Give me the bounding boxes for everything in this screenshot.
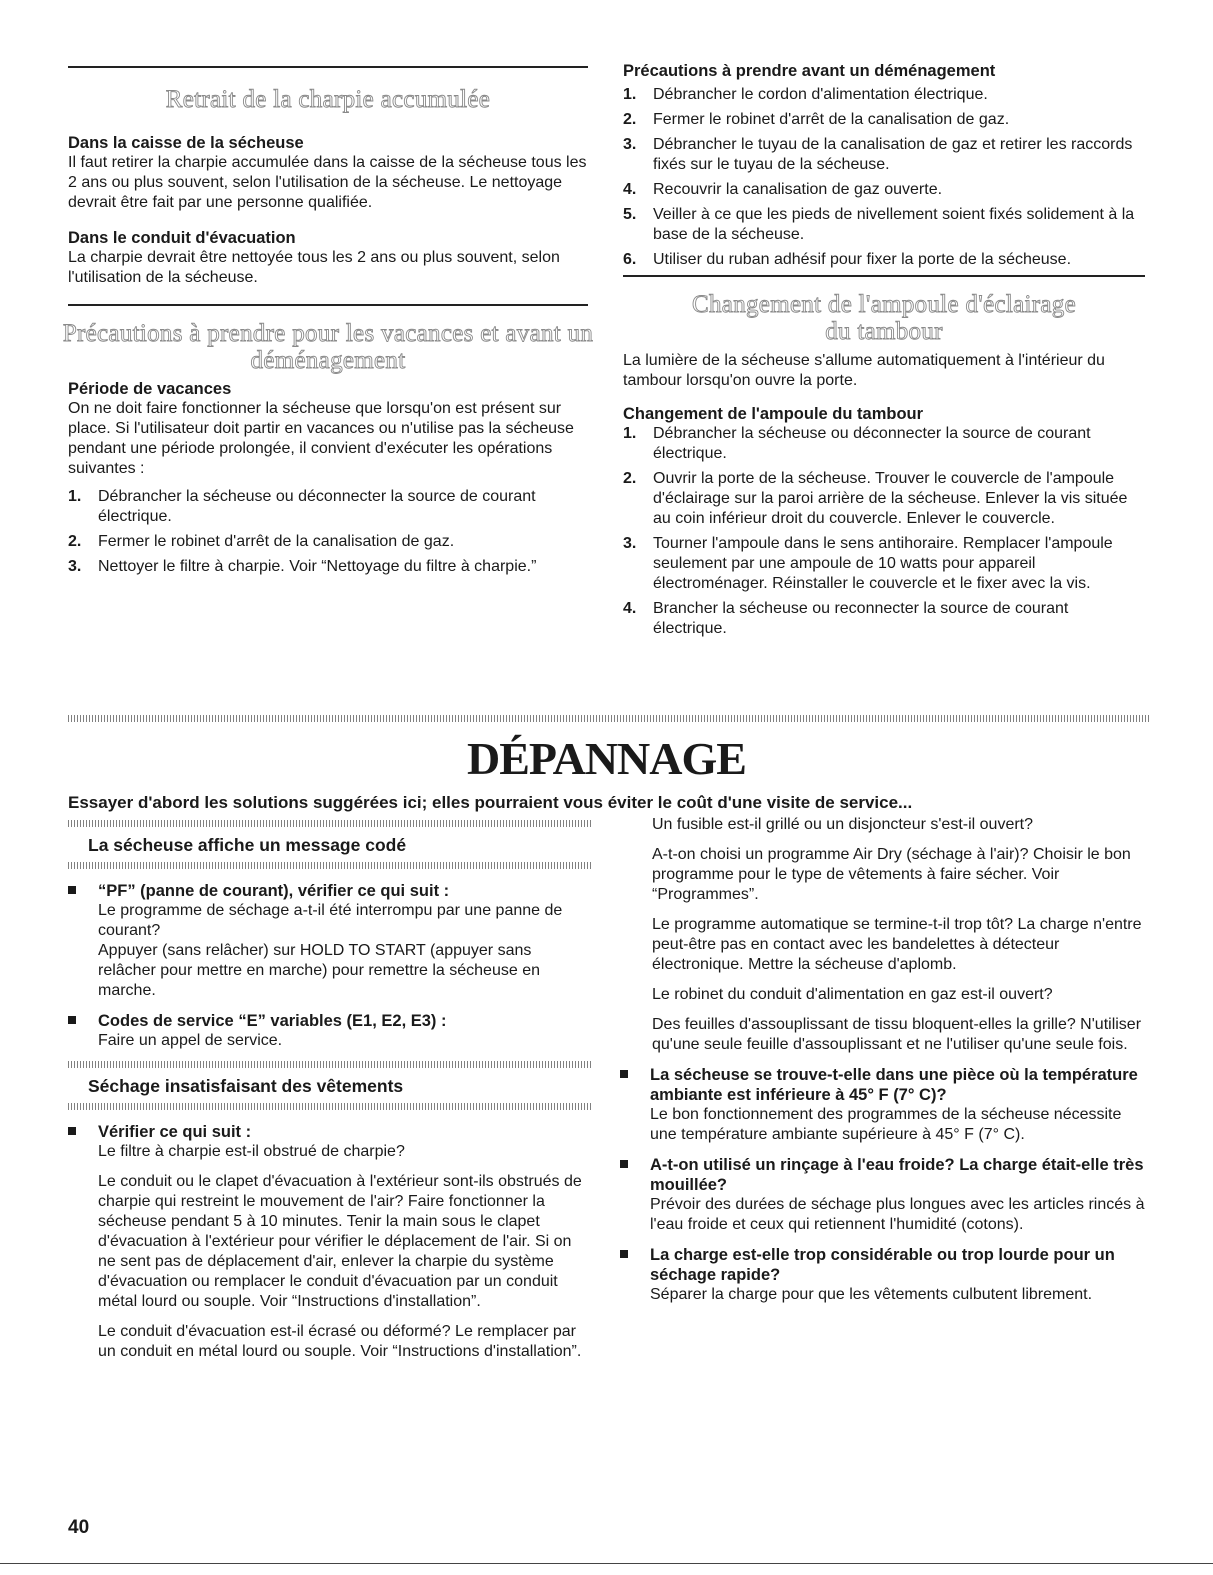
- moving-bulb-section: [623, 62, 1145, 644]
- check-paragraph: Le programme automatique se termine-t-il trop tôt? La charge n'entre peut-être pas en contact avec les bandelettes à détecteur électronique. Mettre la sécheuse d'aplomb.: [652, 916, 1142, 973]
- list-item: 2. Ouvrir la porte de la sécheuse. Trouver le couvercle de l'ampoule d'éclairage sur la paroi arrière de la sécheuse. Enlever la vis située au coin inférieur droit du couvercle. Enlever le couvercle.: [623, 470, 1128, 527]
- unsatisfactory-title: Séchage insatisfaisant des vêtements: [88, 1076, 404, 1096]
- troubleshooting-title: DÉPANNAGE: [467, 733, 746, 784]
- exhaust-heading: Dans le conduit d'évacuation: [68, 229, 296, 247]
- divider: [68, 1061, 592, 1068]
- cabinet-heading: Dans la caisse de la sécheuse: [68, 134, 304, 152]
- unsatisfactory-list: [68, 1122, 592, 1362]
- vacation-heading: Période de vacances: [68, 380, 232, 398]
- troubleshooting-intro: Essayer d'abord les solutions suggérées ici; elles pourraient vous éviter le coût d'une visite de service...: [68, 793, 913, 812]
- bulb-heading: Changement de l'ampoule du tambour: [623, 405, 924, 423]
- bullet-icon: [620, 1160, 628, 1168]
- list-item: 4. Recouvrir la canalisation de gaz ouverte.: [623, 181, 943, 198]
- list-item: La sécheuse se trouve-t-elle dans une pièce où la température ambiante est inférieure à 45° F (7° C)? Le bon fonctionnement des programmes de la sécheuse nécessite une température ambiante supérieure à 45° F (7° C).: [620, 1065, 1150, 1145]
- divider: [68, 715, 1150, 722]
- troubleshooting-right: [620, 815, 1150, 1315]
- divider: [68, 66, 588, 68]
- list-item: 1. Débrancher le cordon d'alimentation électrique.: [623, 86, 988, 103]
- list-item: 2. Fermer le robinet d'arrêt de la canalisation de gaz.: [68, 533, 455, 550]
- bulb-steps: [623, 424, 1145, 639]
- divider: [68, 862, 592, 869]
- check-paragraph: Un fusible est-il grillé ou un disjoncteur s'est-il ouvert?: [652, 816, 1034, 833]
- lint-removal-title: Retrait de la charpie accumulée: [165, 86, 491, 113]
- list-item: “PF” (panne de courant), vérifier ce qui suit : Le programme de séchage a-t-il été interrompu par une panne de courant? Appuyer (sans relâcher) sur HOLD TO START (appuyer sans relâcher pour mettre en marche) pour remettre la sécheuse en marche.: [68, 881, 592, 1001]
- check-paragraph: A-t-on choisi un programme Air Dry (séchage à l'air)? Choisir le bon programme pour le type de vêtements à faire sécher. Voir “Programmes”.: [652, 846, 1131, 903]
- right-checks-list: [620, 1065, 1150, 1305]
- bullet-icon: [68, 886, 76, 894]
- bullet-icon: [68, 1016, 76, 1024]
- list-item: 4. Brancher la sécheuse ou reconnecter la source de courant électrique.: [623, 600, 1069, 637]
- troubleshooting-left: [68, 820, 592, 1372]
- list-item: 2. Fermer le robinet d'arrêt de la canalisation de gaz.: [623, 111, 1010, 128]
- bulb-intro: La lumière de la sécheuse s'allume automatiquement à l'intérieur du tambour lorsqu'on ouvre la porte.: [623, 352, 1105, 389]
- bulb-title: Changement de l'ampoule d'éclairage du tambour: [692, 291, 1076, 345]
- vacation-steps: [68, 487, 588, 577]
- bullet-icon: [68, 1127, 76, 1135]
- divider: [68, 820, 592, 827]
- bullet-icon: [620, 1250, 628, 1258]
- moving-steps: [623, 85, 1145, 270]
- list-item: Codes de service “E” variables (E1, E2, E3) : Faire un appel de service.: [68, 1011, 592, 1051]
- divider: [68, 1103, 592, 1110]
- list-item: 6. Utiliser du ruban adhésif pour fixer la porte de la sécheuse.: [623, 251, 1072, 268]
- coded-message-title: La sécheuse affiche un message codé: [88, 835, 407, 855]
- divider: [0, 1563, 1213, 1564]
- list-item: 5. Veiller à ce que les pieds de nivellement soient fixés solidement à la base de la sécheuse.: [623, 206, 1135, 243]
- page-number: 40: [68, 1517, 90, 1538]
- vacation-text: On ne doit faire fonctionner la sécheuse que lorsqu'on est présent sur place. Si l'utilisateur doit partir en vacances ou n'utilise pas la sécheuse pendant une période prolongée, il convient d'exécuter les opérations suivantes :: [68, 400, 574, 477]
- list-item: 1. Débrancher la sécheuse ou déconnecter la source de courant électrique.: [68, 488, 536, 525]
- bullet-icon: [620, 1070, 628, 1078]
- exhaust-text: La charpie devrait être nettoyée tous les 2 ans ou plus souvent, selon l'utilisation de la sécheuse.: [68, 249, 560, 286]
- list-item: A-t-on utilisé un rinçage à l'eau froide? La charge était-elle très mouillée? Prévoir des durées de séchage plus longues avec les articles rincés à l'eau froide et ceux qui retiennent l'humidité (cotons).: [620, 1155, 1150, 1235]
- list-item: 1. Débrancher la sécheuse ou déconnecter la source de courant électrique.: [623, 425, 1091, 462]
- list-item: 3. Tourner l'ampoule dans le sens antihoraire. Remplacer l'ampoule seulement par une ampoule de 10 watts pour appareil électroménager. Réinstaller le couvercle et le fixer avec la vis.: [623, 535, 1113, 592]
- vacation-title: Précautions à prendre pour les vacances et avant un déménagement: [62, 320, 594, 374]
- list-item: 3. Nettoyer le filtre à charpie. Voir “Nettoyage du filtre à charpie.”: [68, 558, 537, 575]
- check-paragraph: Le robinet du conduit d'alimentation en gaz est-il ouvert?: [652, 986, 1053, 1003]
- cabinet-text: Il faut retirer la charpie accumulée dans la caisse de la sécheuse tous les 2 ans ou plus souvent, selon l'utilisation de la sécheuse. Le nettoyage devrait être fait par une personne qualifiée.: [68, 154, 587, 211]
- coded-message-list: [68, 881, 592, 1051]
- list-item: Vérifier ce qui suit : Le filtre à charpie est-il obstrué de charpie? Le conduit ou le clapet d'évacuation à l'extérieur sont-ils obstrués de charpie qui restreint le mouvement de l'air? Faire fonctionner la sécheuse pendant 5 à 10 minutes. Tenir la main sous le clapet d'évacuation à l'extérieur pour vérifier le déplacement de l'air. Si on ne sent pas de déplacement d'air, enlever la charpie du système d'évacuation ou remplacer le conduit d'évacuation par un conduit métal lourd ou souple. Voir “Instructions d'installation”. Le conduit d'évacuation est-il écrasé ou déformé? Le remplacer par un conduit en métal lourd ou souple. Voir “Instructions d'installation”.: [68, 1122, 592, 1362]
- check-paragraph: Des feuilles d'assouplissant de tissu bloquent-elles la grille? N'utiliser qu'une seule feuille d'assouplissant et ne l'utiliser qu'une seule fois.: [652, 1016, 1142, 1053]
- divider: [68, 304, 588, 306]
- list-item: La charge est-elle trop considérable ou trop lourde pour un séchage rapide? Séparer la charge pour que les vêtements culbutent librement.: [620, 1245, 1150, 1305]
- list-item: 3. Débrancher le tuyau de la canalisation de gaz et retirer les raccords fixés sur le tuyau de la sécheuse.: [623, 136, 1133, 173]
- moving-heading: Précautions à prendre avant un déménagement: [623, 62, 996, 80]
- divider: [623, 275, 1145, 277]
- lint-removal-section: [62, 66, 594, 582]
